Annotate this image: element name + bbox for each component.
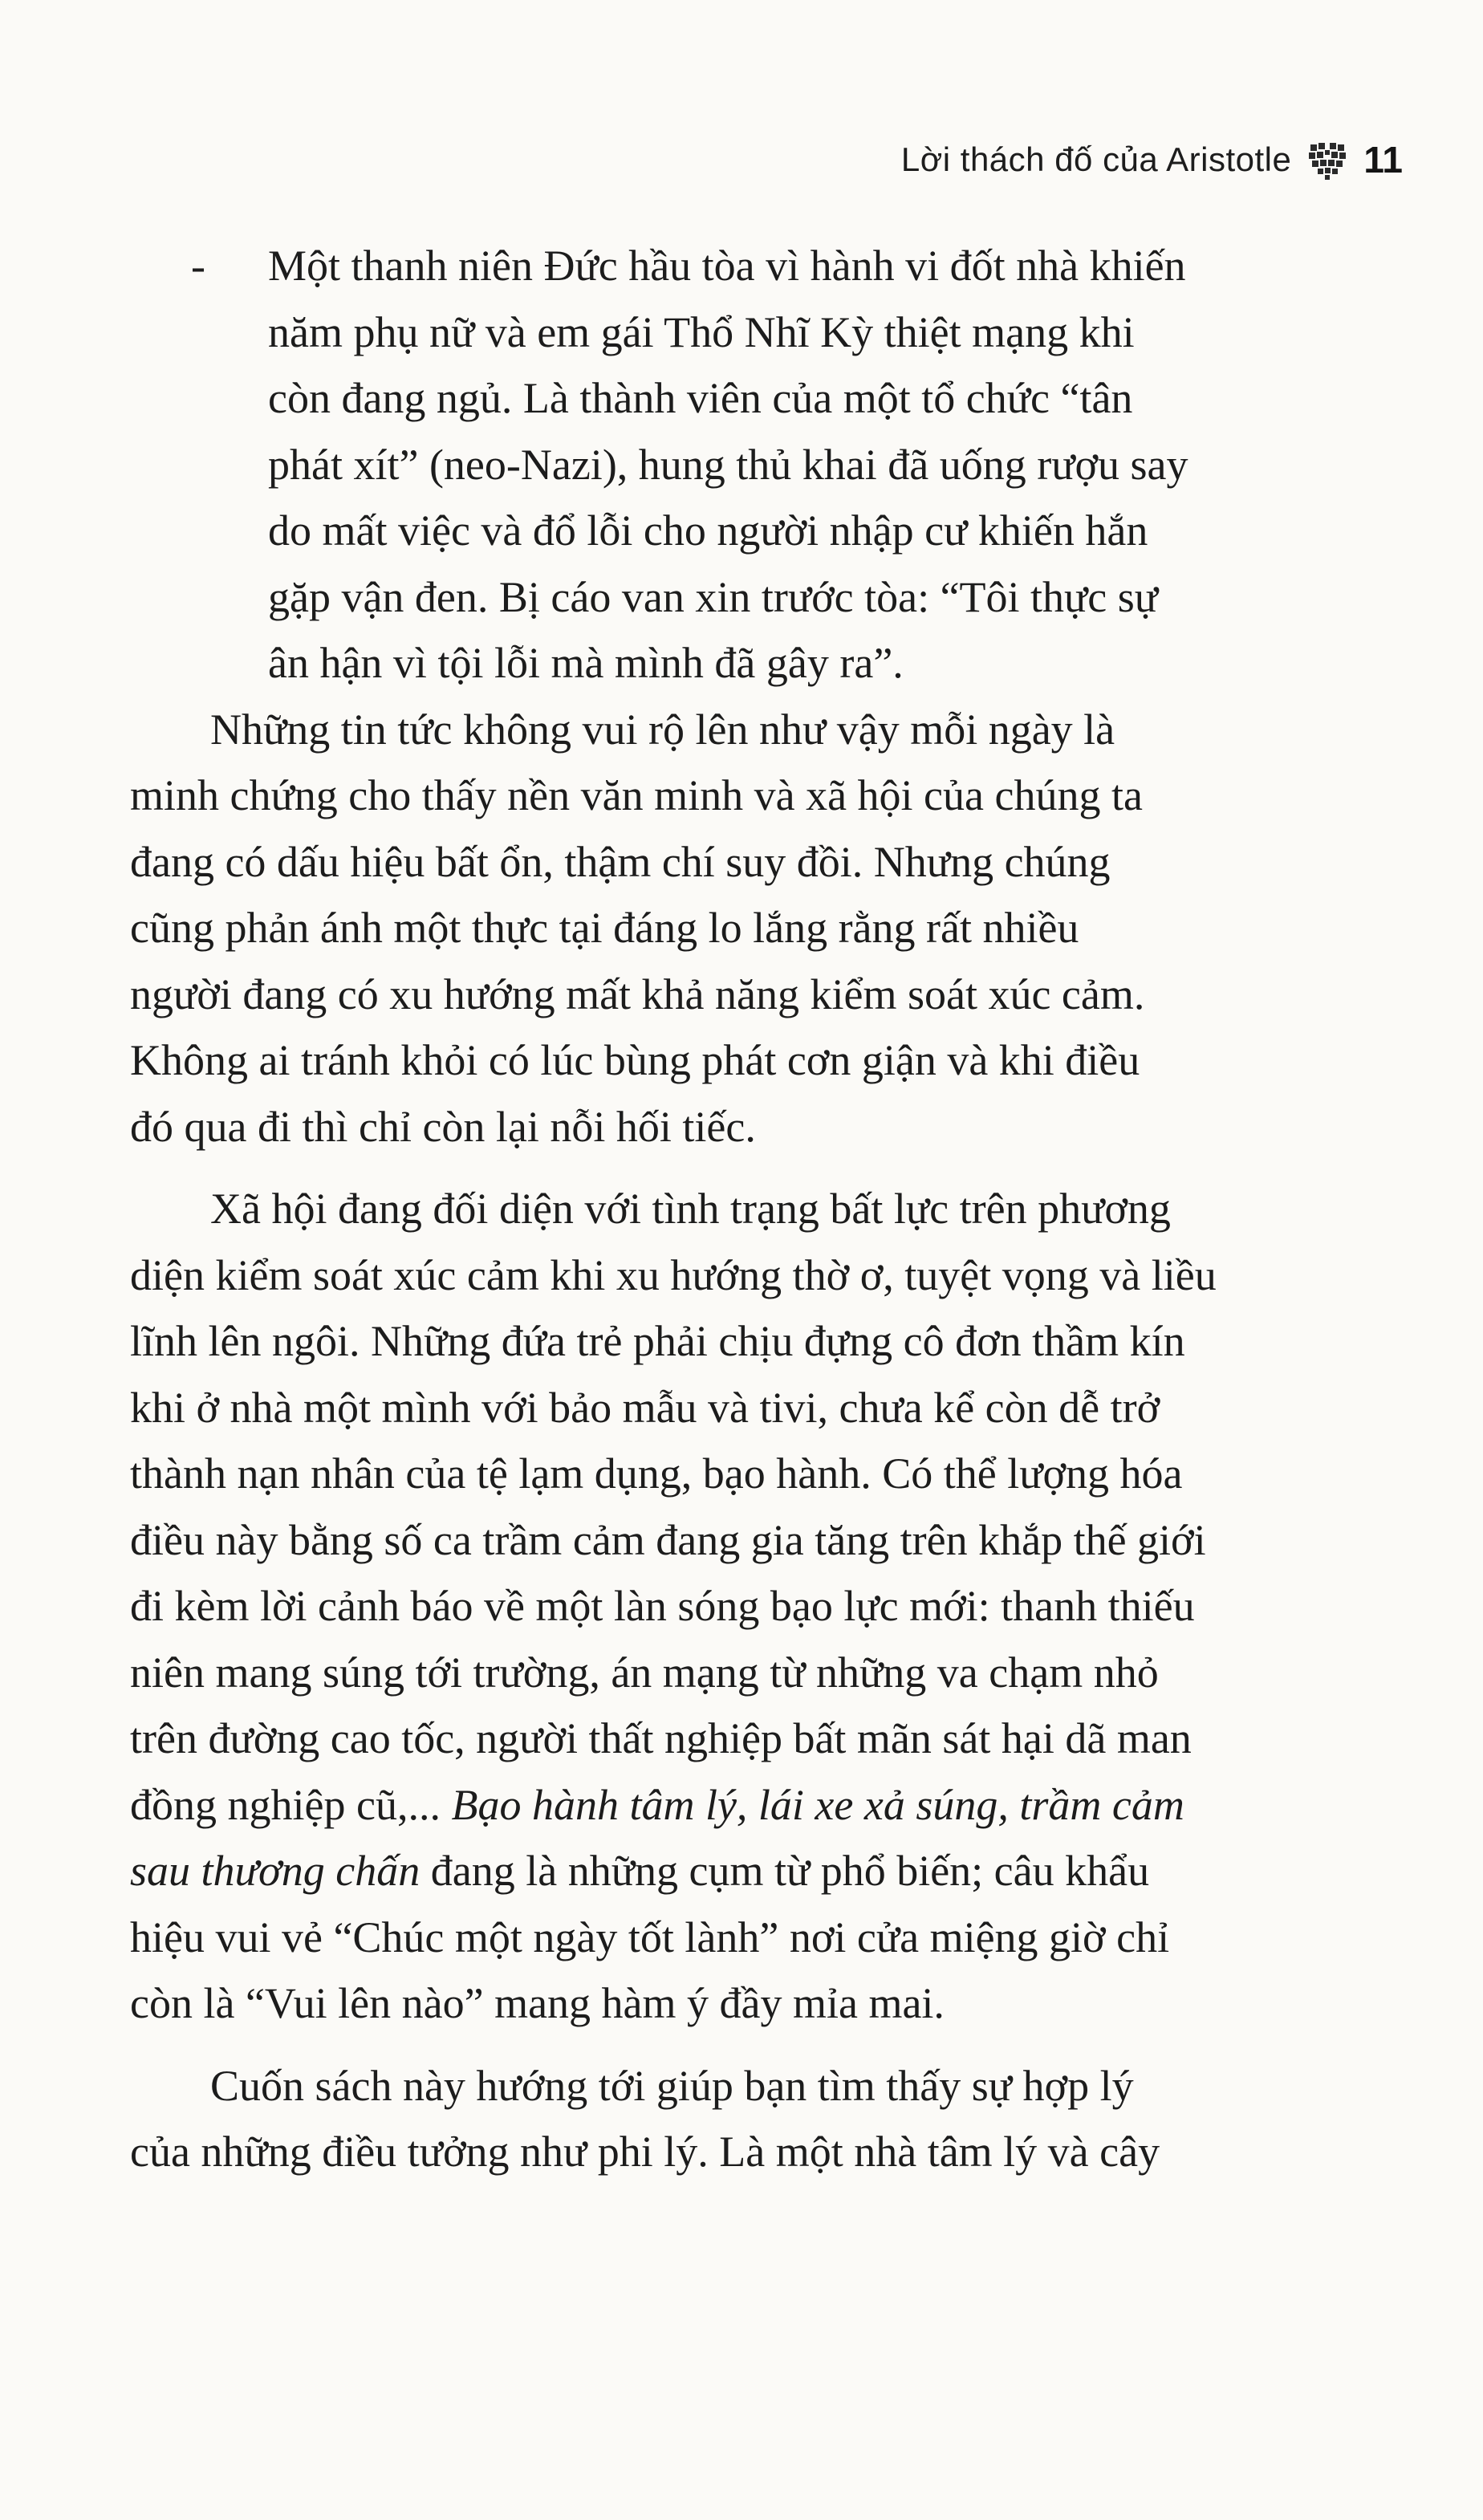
text-line: đi kèm lời cảnh báo về một làn sóng bạo lực mới: thanh thiếu (130, 1582, 1195, 1630)
text-line: năm phụ nữ và em gái Thổ Nhĩ Kỳ thiệt mạng khi (268, 307, 1135, 356)
text-line: do mất việc và đổ lỗi cho người nhập cư khiến hắn (268, 506, 1148, 555)
text-line: còn đang ngủ. Là thành viên của một tổ chức “tân (268, 374, 1133, 422)
running-header (901, 138, 1403, 181)
text-line: niên mang súng tới trường, án mạng từ những va chạm nhỏ (130, 1648, 1159, 1697)
text-line: đang có dấu hiệu bất ổn, thậm chí suy đồi. Nhưng chúng (130, 837, 1111, 886)
text-line: Cuốn sách này hướng tới giúp bạn tìm thấy sự hợp lý (210, 2061, 1134, 2110)
text-line (130, 1838, 1322, 1904)
text-line: điều này bằng số ca trầm cảm đang gia tăng trên khắp thế giới (130, 1515, 1206, 1564)
page-number: 11 (1363, 139, 1403, 181)
paragraph (130, 2053, 1322, 2185)
body-text (130, 233, 1322, 2201)
text-line: lĩnh lên ngôi. Những đứa trẻ phải chịu đựng cô đơn thầm kín (130, 1317, 1185, 1365)
text-line: người đang có xu hướng mất khả năng kiểm soát xúc cảm. (130, 969, 1145, 1018)
chapter-title: Lời thách đố của Aristotle (900, 140, 1292, 178)
text-line: Xã hội đang đối diện với tình trạng bất lực trên phương (210, 1185, 1171, 1233)
text-line: minh chứng cho thấy nền văn minh và xã hội của chúng ta (130, 771, 1143, 819)
text-line: trên đường cao tốc, người thất nghiệp bất mãn sát hại dã man (130, 1714, 1192, 1762)
text-line: thành nạn nhân của tệ lạm dụng, bạo hành. Có thể lượng hóa (130, 1449, 1183, 1498)
text-line: Những tin tức không vui rộ lên như vậy mỗi ngày là (210, 705, 1115, 754)
text-line: diện kiểm soát xúc cảm khi xu hướng thờ ơ, tuyệt vọng và liều (130, 1250, 1217, 1299)
text-line: Không ai tránh khỏi có lúc bùng phát cơn giận và khi điều (130, 1036, 1140, 1084)
dash-list-item (130, 233, 1322, 697)
heart-ornament-icon (1306, 138, 1349, 181)
text-line: còn là “Vui lên nào” mang hàm ý đầy mỉa mai. (130, 1979, 945, 2027)
paragraph (130, 1176, 1322, 2037)
text-run: đồng nghiệp cũ,... (130, 1780, 452, 1829)
paragraph (130, 697, 1322, 1160)
text-line: ân hận vì tội lỗi mà mình đã gây ra”. (268, 639, 904, 687)
text-line (130, 1772, 1322, 1839)
text-line: gặp vận đen. Bị cáo van xin trước tòa: “Tôi thực sự (268, 572, 1159, 621)
list-dash: - (191, 242, 205, 290)
italic-phrase: sau thương chấn (130, 1847, 421, 1895)
text-line: đó qua đi thì chỉ còn lại nỗi hối tiếc. (130, 1102, 756, 1151)
text-line: cũng phản ánh một thực tại đáng lo lắng rằng rất nhiều (130, 904, 1079, 952)
text-line: của những điều tưởng như phi lý. Là một nhà tâm lý và cây (130, 2128, 1160, 2176)
text-line: Một thanh niên Đức hầu tòa vì hành vi đốt nhà khiến (268, 242, 1186, 290)
italic-phrase: Bạo hành tâm lý, lái xe xả súng, trầm cảm (451, 1780, 1184, 1829)
text-line: phát xít” (neo-Nazi), hung thủ khai đã uống rượu say (268, 440, 1188, 489)
text-line: khi ở nhà một mình với bảo mẫu và tivi, chưa kể còn dễ trở (130, 1383, 1160, 1432)
text-run: đang là những cụm từ phổ biến; câu khẩu (420, 1847, 1150, 1895)
text-line: hiệu vui vẻ “Chúc một ngày tốt lành” nơi cửa miệng giờ chỉ (130, 1912, 1170, 1961)
